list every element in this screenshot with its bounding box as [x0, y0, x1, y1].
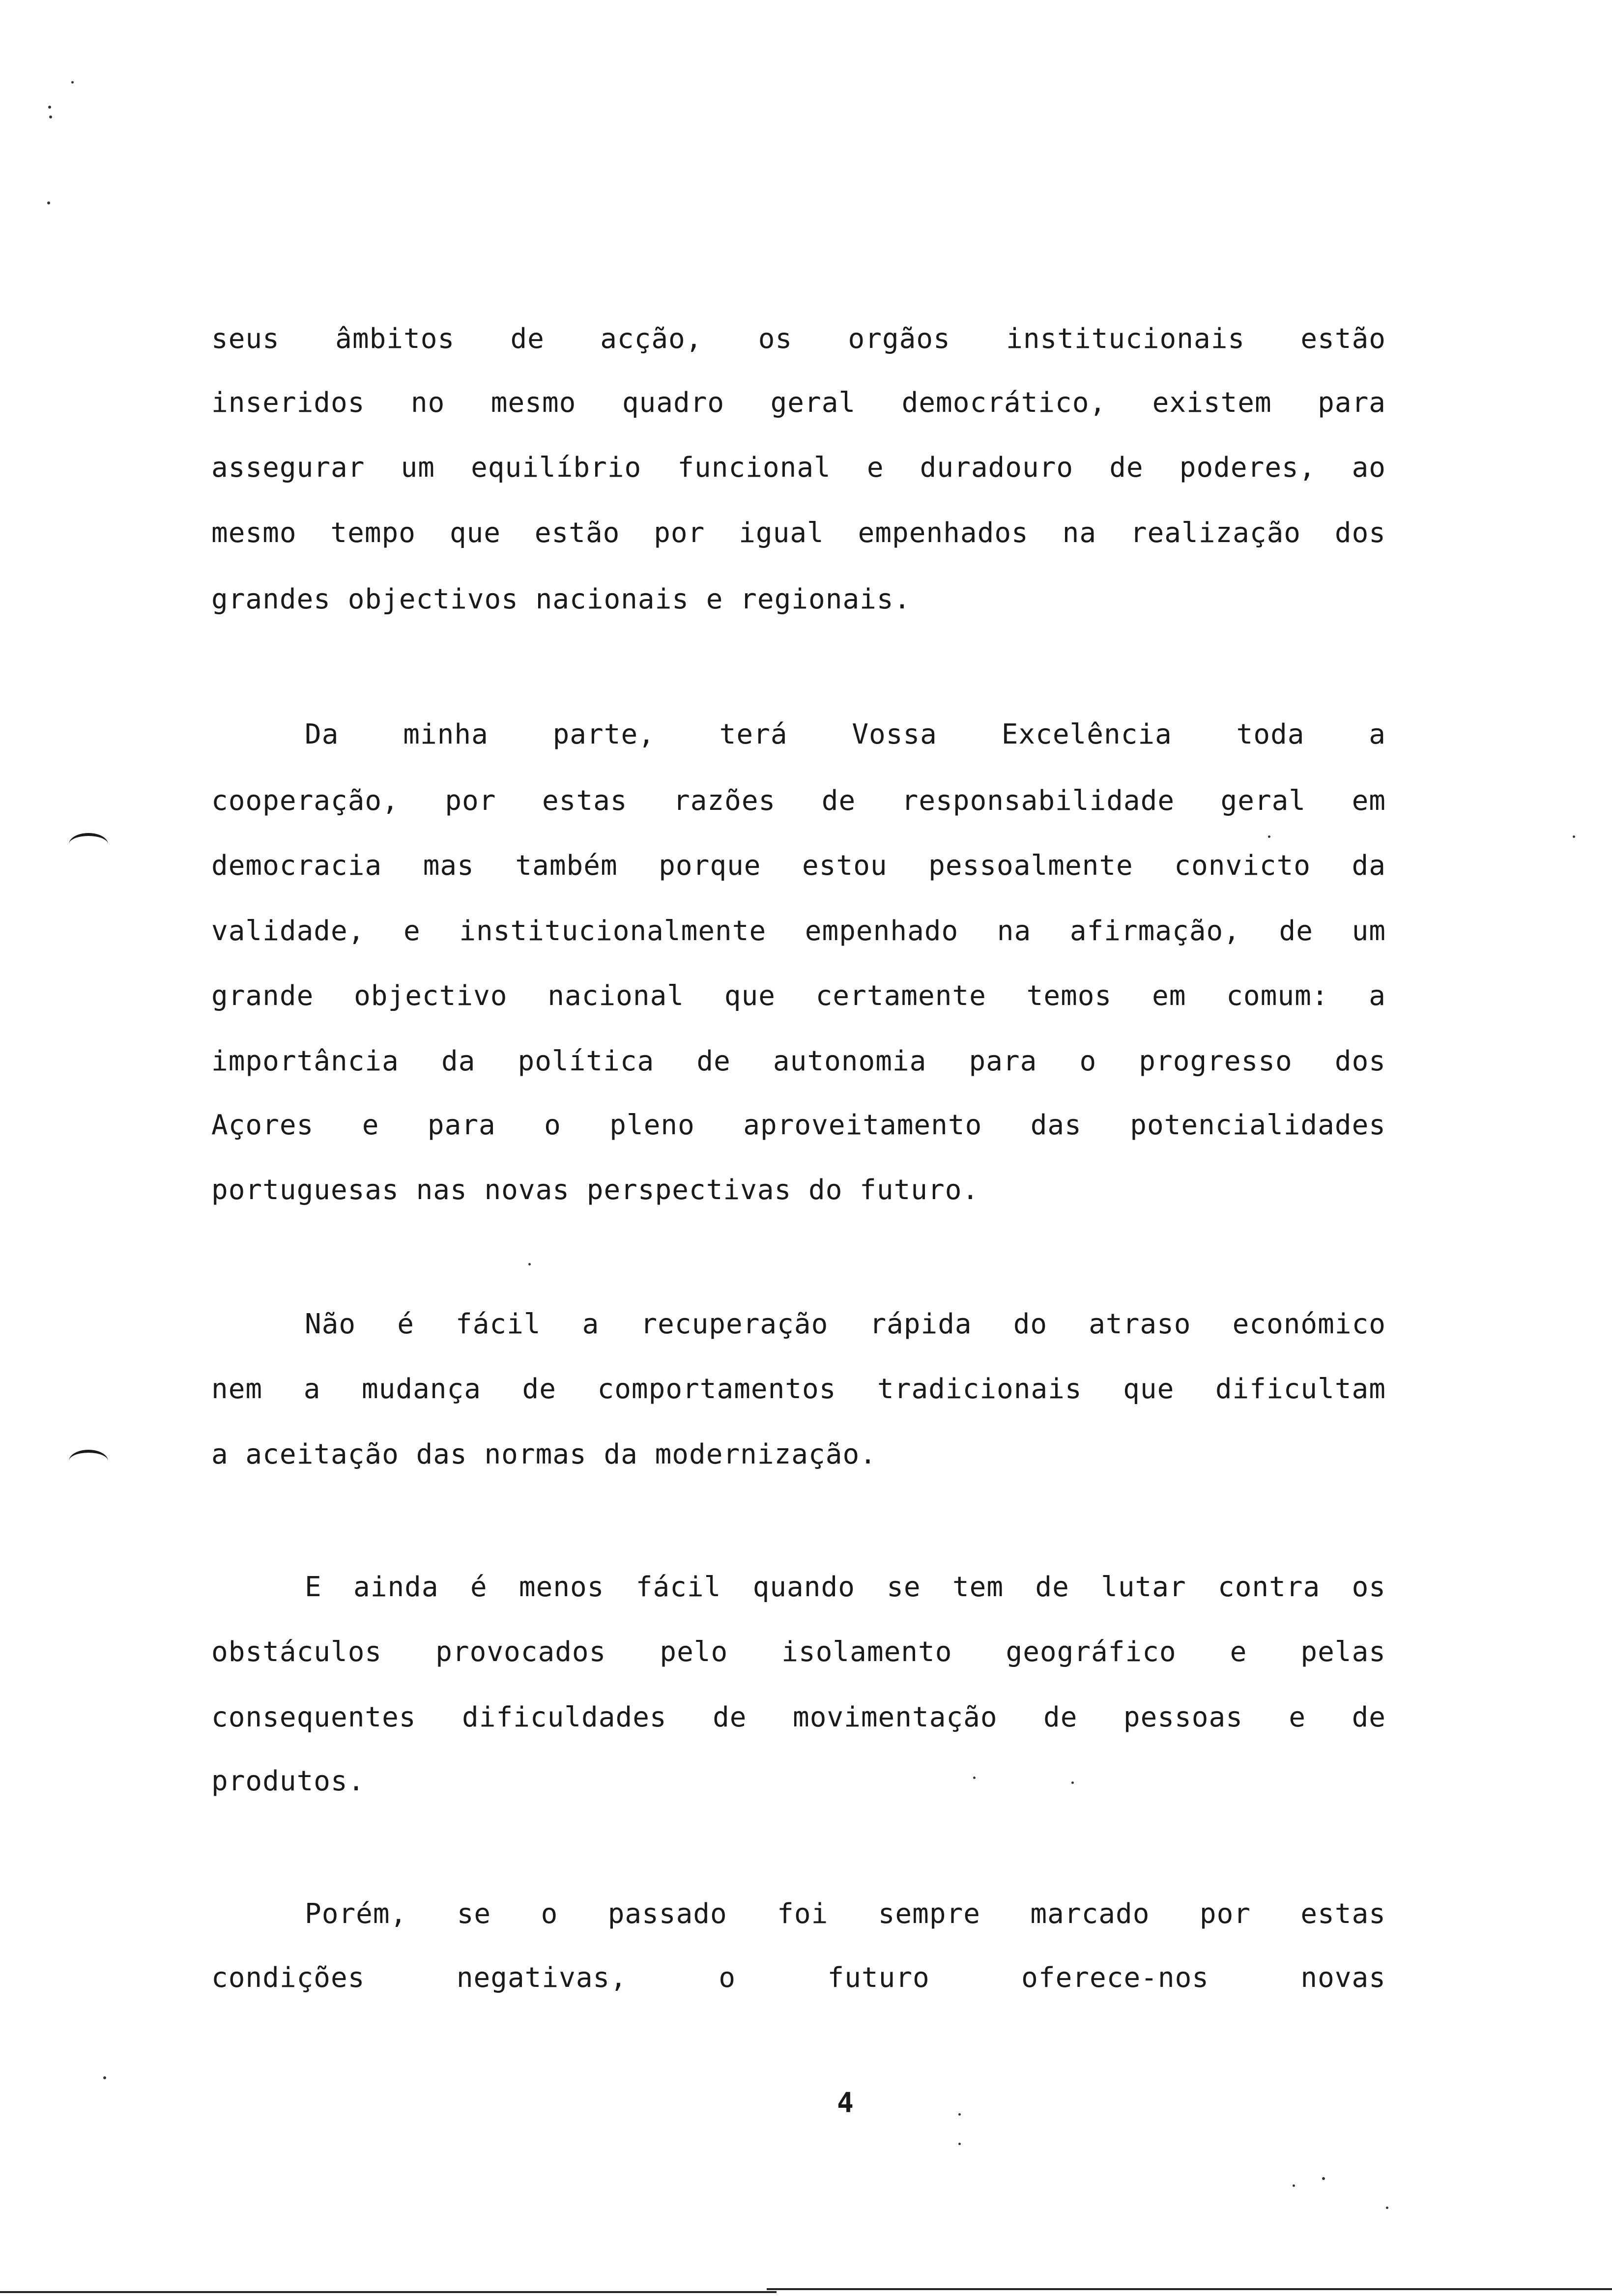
text-line: validade, e institucionalmente empenhado na afirmação, de um [211, 915, 1386, 947]
text-line: grandes objectivos nacionais e regionais. [211, 583, 911, 615]
text-line: mesmo tempo que estão por igual empenhados na realização dos [211, 517, 1386, 549]
text-line: condições negativas, o futuro oferece-nos novas [211, 1962, 1386, 1994]
text-line: grande objectivo nacional que certamente temos em comum: a [211, 980, 1386, 1012]
text-line: inseridos no mesmo quadro geral democrático, existem para [211, 387, 1386, 419]
text-line: Não é fácil a recuperação rápida do atraso económico [305, 1308, 1386, 1340]
text-line: E ainda é menos fácil quando se tem de lutar contra os [305, 1571, 1386, 1603]
text-line: democracia mas também porque estou pessoalmente convicto da [211, 850, 1386, 882]
scan-speck [49, 115, 52, 118]
scan-mark [69, 1450, 108, 1472]
scan-speck [1573, 835, 1575, 838]
page-number: 4 [837, 2087, 854, 2119]
scan-speck [1322, 2177, 1325, 2180]
text-line: seus âmbitos de acção, os orgãos institucionais estão [211, 323, 1386, 355]
scan-speck [47, 201, 50, 204]
scan-speck [958, 2113, 961, 2116]
scan-edge-line [0, 2291, 777, 2293]
text-line: Da minha parte, terá Vossa Excelência toda a [305, 718, 1386, 750]
scan-speck [103, 2076, 106, 2079]
text-line: consequentes dificuldades de movimentação de pessoas e de [211, 1701, 1386, 1733]
scan-speck [958, 2143, 961, 2145]
text-line: nem a mudança de comportamentos tradicionais que dificultam [211, 1373, 1386, 1405]
scan-mark [69, 833, 108, 856]
text-line: Açores e para o pleno aproveitamento das potencialidades [211, 1109, 1386, 1141]
scan-speck [1293, 2184, 1295, 2187]
text-line: obstáculos provocados pelo isolamento geográfico e pelas [211, 1636, 1386, 1668]
text-line: a aceitação das normas da modernização. [211, 1438, 877, 1470]
text-line: produtos. [211, 1765, 365, 1797]
text-line: Porém, se o passado foi sempre marcado por estas [305, 1898, 1386, 1930]
text-line: cooperação, por estas razões de responsabilidade geral em [211, 785, 1386, 817]
scan-speck [1071, 1781, 1074, 1784]
text-line: assegurar um equilíbrio funcional e duradouro de poderes, ao [211, 452, 1386, 484]
scan-speck [1268, 835, 1270, 838]
scan-speck [528, 1263, 531, 1265]
scan-edge-line [767, 2288, 1612, 2290]
text-line: portuguesas nas novas perspectivas do futuro. [211, 1174, 979, 1206]
scan-speck [48, 106, 51, 109]
scan-speck [71, 81, 74, 84]
scan-speck [1386, 2207, 1388, 2209]
scan-speck [973, 1777, 976, 1779]
text-line: importância da política de autonomia para o progresso dos [211, 1045, 1386, 1077]
